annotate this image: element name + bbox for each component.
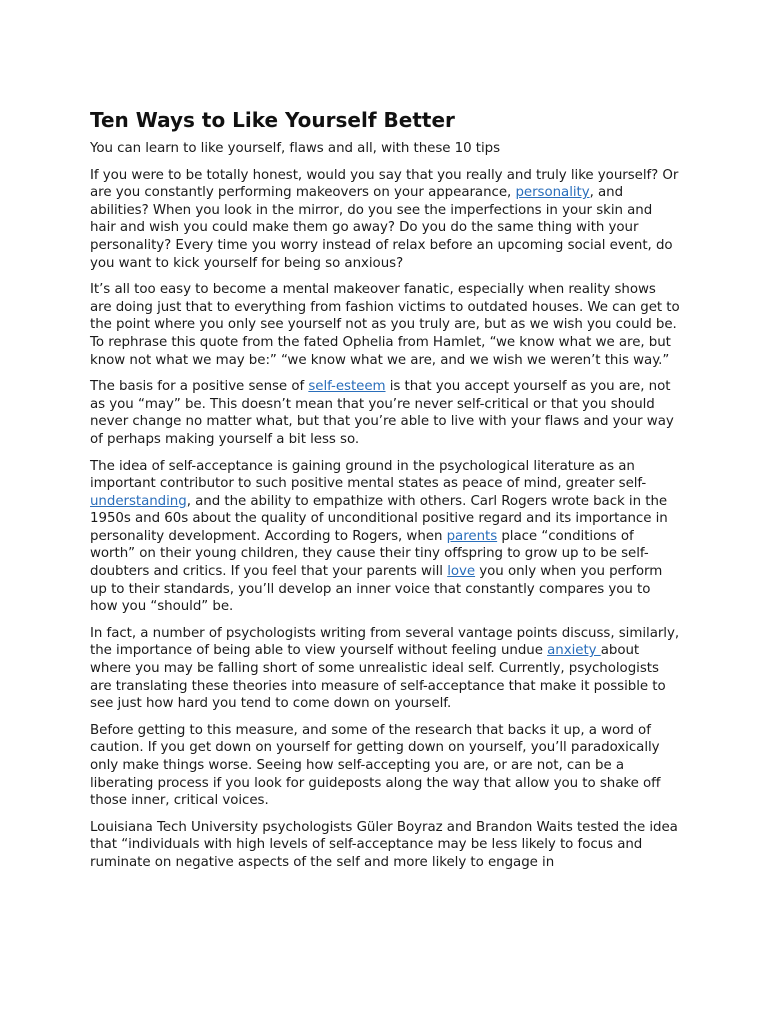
- paragraph-text: is that you accept yourself as you are, not as you “may” be. This doesn’t mean that you’re never self-critical or that you should never change no matter what, but that you’re able to live with your flaws and your way of perhaps making yourself a bit less so.: [90, 379, 674, 447]
- link-anxiety[interactable]: anxiety: [547, 643, 601, 659]
- paragraph-1: [90, 167, 680, 273]
- paragraph-text: , and abilities? When you look in the mirror, do you see the imperfections in your skin and hair and wish you could make them go away? Do you do the same thing with your personality? Every time you worry instead of relax before an upcoming social event, do you want to kick yourself for being so anxious?: [90, 185, 673, 271]
- paragraph-text: The basis for a positive sense of: [90, 379, 309, 395]
- link-parents[interactable]: parents: [446, 528, 498, 544]
- paragraph-4: [90, 458, 680, 616]
- link-personality[interactable]: personality: [515, 185, 590, 201]
- paragraph-text: The idea of self-acceptance is gaining ground in the psychological literature as an important contributor to such positive mental states as peace of mind, greater self-: [90, 458, 647, 492]
- link-self-esteem[interactable]: self-esteem: [308, 379, 386, 395]
- paragraph-5: [90, 625, 680, 713]
- paragraph-text: If you were to be totally honest, would you say that you really and truly like yourself? Or are you constantly performing makeovers on your appearance,: [90, 167, 679, 201]
- article-subtitle: You can learn to like yourself, flaws and all, with these 10 tips: [90, 141, 501, 156]
- paragraph-3: [90, 378, 680, 448]
- link-understanding[interactable]: understanding: [90, 493, 187, 509]
- paragraph-text: In fact, a number of psychologists writing from several vantage points discuss, similarly, the importance of being able to view yourself without feeling undue: [90, 625, 680, 659]
- article-title: Ten Ways to Like Yourself Better: [90, 108, 455, 132]
- paragraph-6: Before getting to this measure, and some of the research that backs it up, a word of caution. If you get down on yourself for getting down on yourself, you’ll paradoxically only make things worse. Seeing how self-accepting you are, or are not, can be a liberating process if you look for guideposts along the way that allow you to shake off those inner, critical voices.: [90, 722, 661, 809]
- paragraph-text: , and the ability to empathize with others. Carl Rogers wrote back in the 1950s and 60s about the quality of unconditional positive regard and its importance in personality development. According to Rogers, when: [90, 493, 668, 544]
- article-body: [90, 107, 680, 881]
- paragraph-text: you only when you perform up to their standards, you’ll develop an inner voice that constantly compares you to how you “should” be.: [90, 564, 663, 615]
- paragraph-2: It’s all too easy to become a mental makeover fanatic, especially when reality shows are doing just that to everything from fashion victims to outdated houses. We can get to the point where you only see yourself not as you truly are, but as we wish you could be. To rephrase this quote from the fated Ophelia from Hamlet, “we know what we are, but know not what we may be:” “we know what we are, and we wish we weren’t this way.”: [90, 282, 680, 368]
- paragraph-text: place “conditions of worth” on their young children, they cause their tiny offspring to grow up to be self-doubters and critics. If you feel that your parents will: [90, 528, 649, 580]
- link-love[interactable]: love: [447, 564, 476, 580]
- paragraph-7: Louisiana Tech University psychologists Güler Boyraz and Brandon Waits tested the idea that “individuals with high levels of self-acceptance may be less likely to focus and ruminate on negative aspects of the self and more likely to engage in: [90, 819, 678, 870]
- paragraph-text: about where you may be falling short of some unrealistic ideal self. Currently, psychologists are translating these theories into measure of self-acceptance that make it possible to see just how hard you tend to come down on yourself.: [90, 643, 666, 712]
